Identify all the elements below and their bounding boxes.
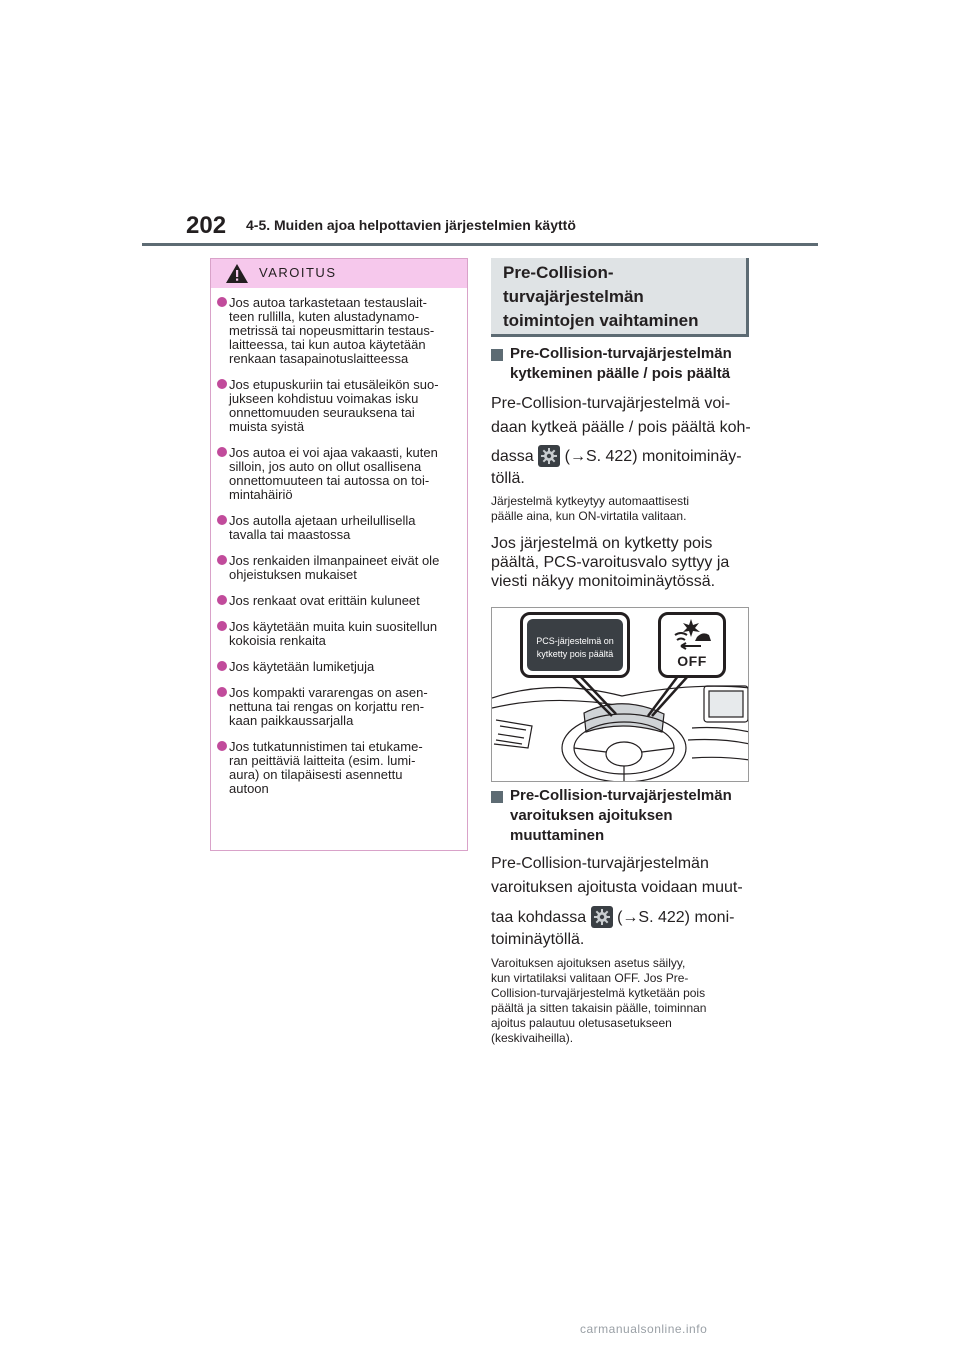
warning-item: Jos autolla ajetaan urheilullisella tavalla tai maastossa [217, 514, 457, 542]
section-underline [491, 334, 749, 337]
bullet-dot-icon [217, 447, 227, 457]
subheading-on-off: Pre-Collision-turvajärjestelmän kytkeminen päälle / pois päältä [491, 344, 732, 384]
square-bullet-icon [491, 791, 503, 803]
warning-item: Jos autoa ei voi ajaa vakaasti, kuten silloin, jos auto on ollut osallisena onnettomuuteen tai autossa on toi- mintahäiriö [217, 446, 457, 502]
display-callout [520, 612, 630, 678]
warning-item: Jos autoa tarkastetaan testauslait- teen rullilla, kuten alustadynamo- metrissä tai nopeusmittarin testaus- laitteessa, tai kun autoa käytetään renkaan tasapainotuslaitteessa [217, 296, 457, 366]
warning-list [211, 288, 467, 796]
square-bullet-icon [491, 349, 503, 361]
pcs-warning-icon [661, 615, 723, 655]
section-title: Pre-Collision- turvajärjestelmän toimintojen vaihtaminen [503, 263, 699, 330]
indicator-callout [658, 612, 726, 678]
display-message: PCS-järjestelmä on kytketty pois päältä [527, 619, 623, 671]
warning-title: VAROITUS [259, 265, 337, 280]
body-paragraph: Jos järjestelmä on kytketty pois päältä, PCS-varoitusvalo syttyy ja viesti näkyy monitoiminäytössä. [491, 535, 730, 590]
warning-item: Jos renkaiden ilmanpaineet eivät ole ohjeistuksen mukaiset [217, 554, 457, 582]
warning-item: Jos renkaat ovat erittäin kuluneet [217, 594, 457, 608]
chapter-title: 4-5. Muiden ajoa helpottavien järjestelmien käyttö [246, 217, 576, 233]
bullet-dot-icon [217, 379, 227, 389]
bullet-dot-icon [217, 741, 227, 751]
page-header [0, 0, 960, 250]
page-number: 202 [186, 212, 227, 239]
warning-header [211, 259, 467, 288]
header-rule [142, 243, 818, 246]
note-text: Varoituksen ajoituksen asetus säilyy, kun virtatilaksi valitaan OFF. Jos Pre- Collision-turvajärjestelmä kytketään pois päältä ja sitten takaisin päälle, toiminnan ajoitus palautuu oletusasetukseen (keskivaiheilla). [491, 956, 707, 1045]
bullet-dot-icon [217, 621, 227, 631]
body-line: varoituksen ajoitusta voidaan muut- [491, 879, 743, 896]
bullet-dot-icon [217, 297, 227, 307]
settings-gear-icon [538, 445, 560, 467]
off-label: OFF [677, 653, 707, 669]
bullet-dot-icon [217, 661, 227, 671]
body-line: toiminäytöllä. [491, 931, 585, 948]
warning-box [210, 258, 468, 851]
settings-gear-icon [591, 906, 613, 928]
body-line: daan kytkeä päälle / pois päältä koh- [491, 419, 751, 436]
body-line: Pre-Collision-turvajärjestelmän [491, 855, 709, 872]
dashboard-illustration [491, 607, 749, 782]
bullet-dot-icon [217, 515, 227, 525]
subheading-timing: Pre-Collision-turvajärjestelmän varoituksen ajoituksen muuttaminen [491, 786, 732, 846]
section-heading-box [491, 258, 749, 336]
watermark: carmanualsonline.info [580, 1322, 708, 1336]
warning-triangle-icon [225, 263, 249, 284]
warning-item: Jos käytetään lumiketjuja [217, 660, 457, 674]
note-text: Järjestelmä kytkeytyy automaattisesti päälle aina, kun ON-virtatila valitaan. [491, 494, 690, 523]
bullet-dot-icon [217, 555, 227, 565]
warning-item: Jos tutkatunnistimen tai etukame- ran peittäviä laitteita (esim. lumi- aura) on tilapäisesti asennettu autoon [217, 740, 457, 796]
bullet-dot-icon [217, 595, 227, 605]
body-line: töllä. [491, 470, 525, 487]
warning-item: Jos etupuskuriin tai etusäleikön suo- jukseen kohdistuu voimakas isku onnettomuuden seurauksena tai muista syistä [217, 378, 457, 434]
warning-item: Jos kompakti vararengas on asen- nettuna tai rengas on korjattu ren- kaan paikkaussarjalla [217, 686, 457, 728]
body-line-with-icon: dassa (→S. 422) monitoiminäy- [491, 445, 742, 467]
body-line: Pre-Collision-turvajärjestelmä voi- [491, 395, 731, 412]
warning-item: Jos käytetään muita kuin suositellun kokoisia renkaita [217, 620, 457, 648]
body-line-with-icon: taa kohdassa (→S. 422) moni- [491, 906, 734, 928]
bullet-dot-icon [217, 687, 227, 697]
